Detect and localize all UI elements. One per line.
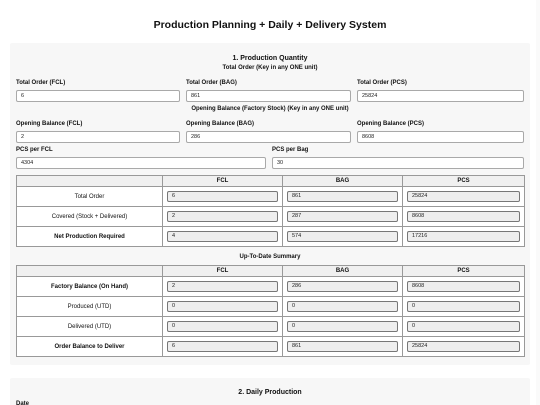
utd-summary-table bbox=[16, 265, 525, 357]
fcl-readonly-field[interactable]: 0 bbox=[167, 321, 278, 332]
table-row bbox=[17, 227, 525, 247]
bag-readonly-field[interactable]: 861 bbox=[287, 191, 398, 202]
cell-fcl bbox=[163, 297, 283, 317]
pcs-readonly-field[interactable]: 25824 bbox=[407, 191, 520, 202]
summary-title: Up-To-Date Summary bbox=[239, 254, 301, 260]
bag-readonly-field[interactable]: 287 bbox=[287, 211, 398, 222]
row-label: Covered (Stock + Delivered) bbox=[17, 207, 163, 227]
total-order-hint: Total Order (Key in any ONE unit) bbox=[222, 65, 318, 71]
row-label: Delivered (UTD) bbox=[17, 317, 163, 337]
cell-pcs bbox=[403, 317, 525, 337]
total-order-fcl-input[interactable]: 6 bbox=[16, 90, 180, 102]
bag-readonly-field[interactable]: 286 bbox=[287, 281, 398, 292]
cell-fcl bbox=[163, 187, 283, 207]
pcs-readonly-field[interactable]: 25824 bbox=[407, 341, 520, 352]
row-label: Total Order bbox=[17, 187, 163, 207]
bag-readonly-field[interactable]: 0 bbox=[287, 301, 398, 312]
pcs-per-bag-input[interactable]: 30 bbox=[272, 157, 524, 169]
pcs-readonly-field[interactable]: 0 bbox=[407, 321, 520, 332]
fcl-readonly-field[interactable]: 2 bbox=[167, 281, 278, 292]
table-header-row bbox=[17, 266, 525, 277]
cell-fcl bbox=[163, 317, 283, 337]
table-row bbox=[17, 187, 525, 207]
opening-bag-label: Opening Balance (BAG) bbox=[186, 121, 255, 127]
cell-pcs bbox=[403, 227, 525, 247]
table-row bbox=[17, 317, 525, 337]
table-header-row bbox=[17, 176, 525, 187]
pcs-per-bag-label: PCS per Bag bbox=[272, 147, 309, 153]
date-label: Date bbox=[16, 401, 30, 405]
pcs-per-fcl-input[interactable]: 4304 bbox=[16, 157, 266, 169]
bag-readonly-field[interactable]: 861 bbox=[287, 341, 398, 352]
page-scroll-edge bbox=[536, 0, 540, 405]
pcs-readonly-field[interactable]: 8608 bbox=[407, 281, 520, 292]
row-label: Order Balance to Deliver bbox=[17, 337, 163, 357]
cell-fcl bbox=[163, 207, 283, 227]
opening-fcl-label: Opening Balance (FCL) bbox=[16, 121, 83, 127]
section1-title: 1. Production Quantity bbox=[232, 55, 308, 62]
fcl-readonly-field[interactable]: 4 bbox=[167, 231, 278, 242]
pcs-readonly-field[interactable]: 0 bbox=[407, 301, 520, 312]
total-order-fcl-label: Total Order (FCL) bbox=[16, 80, 66, 86]
cell-pcs bbox=[403, 337, 525, 357]
page-title: Production Planning + Daily + Delivery System bbox=[153, 19, 387, 31]
total-order-pcs-input[interactable]: 25824 bbox=[357, 90, 524, 102]
table-row bbox=[17, 277, 525, 297]
fcl-readonly-field[interactable]: 6 bbox=[167, 341, 278, 352]
row-label: Factory Balance (On Hand) bbox=[17, 277, 163, 297]
table-row bbox=[17, 337, 525, 357]
row-label: Produced (UTD) bbox=[17, 297, 163, 317]
fcl-readonly-field[interactable]: 2 bbox=[167, 211, 278, 222]
table-header-fcl: FCL bbox=[163, 176, 283, 187]
cell-bag bbox=[283, 227, 403, 247]
table-header-blank bbox=[17, 176, 163, 187]
opening-fcl-input[interactable]: 2 bbox=[16, 131, 180, 143]
cell-bag bbox=[283, 187, 403, 207]
opening-balance-hint: Opening Balance (Factory Stock) (Key in any ONE unit) bbox=[191, 106, 349, 112]
section2-title: 2. Daily Production bbox=[238, 389, 302, 396]
bag-readonly-field[interactable]: 574 bbox=[287, 231, 398, 242]
cell-bag bbox=[283, 207, 403, 227]
cell-pcs bbox=[403, 277, 525, 297]
bag-readonly-field[interactable]: 0 bbox=[287, 321, 398, 332]
row-label: Net Production Required bbox=[17, 227, 163, 247]
pcs-per-fcl-label: PCS per FCL bbox=[16, 147, 53, 153]
total-order-bag-label: Total Order (BAG) bbox=[186, 80, 237, 86]
cell-pcs bbox=[403, 297, 525, 317]
table-header-bag: BAG bbox=[283, 176, 403, 187]
fcl-readonly-field[interactable]: 6 bbox=[167, 191, 278, 202]
opening-pcs-input[interactable]: 8608 bbox=[357, 131, 524, 143]
cell-fcl bbox=[163, 227, 283, 247]
table-header-pcs: PCS bbox=[403, 266, 525, 277]
fcl-readonly-field[interactable]: 0 bbox=[167, 301, 278, 312]
total-order-pcs-label: Total Order (PCS) bbox=[357, 80, 407, 86]
opening-pcs-label: Opening Balance (PCS) bbox=[357, 121, 425, 127]
cell-bag bbox=[283, 297, 403, 317]
total-order-bag-input[interactable]: 861 bbox=[186, 90, 351, 102]
cell-fcl bbox=[163, 277, 283, 297]
cell-pcs bbox=[403, 187, 525, 207]
table-header-fcl: FCL bbox=[163, 266, 283, 277]
pcs-readonly-field[interactable]: 17216 bbox=[407, 231, 520, 242]
table-header-pcs: PCS bbox=[403, 176, 525, 187]
cell-bag bbox=[283, 337, 403, 357]
pcs-readonly-field[interactable]: 8608 bbox=[407, 211, 520, 222]
cell-bag bbox=[283, 277, 403, 297]
production-requirement-table bbox=[16, 175, 525, 247]
cell-bag bbox=[283, 317, 403, 337]
opening-bag-input[interactable]: 286 bbox=[186, 131, 351, 143]
table-header-bag: BAG bbox=[283, 266, 403, 277]
table-row bbox=[17, 297, 525, 317]
table-row bbox=[17, 207, 525, 227]
cell-pcs bbox=[403, 207, 525, 227]
table-header-blank bbox=[17, 266, 163, 277]
cell-fcl bbox=[163, 337, 283, 357]
